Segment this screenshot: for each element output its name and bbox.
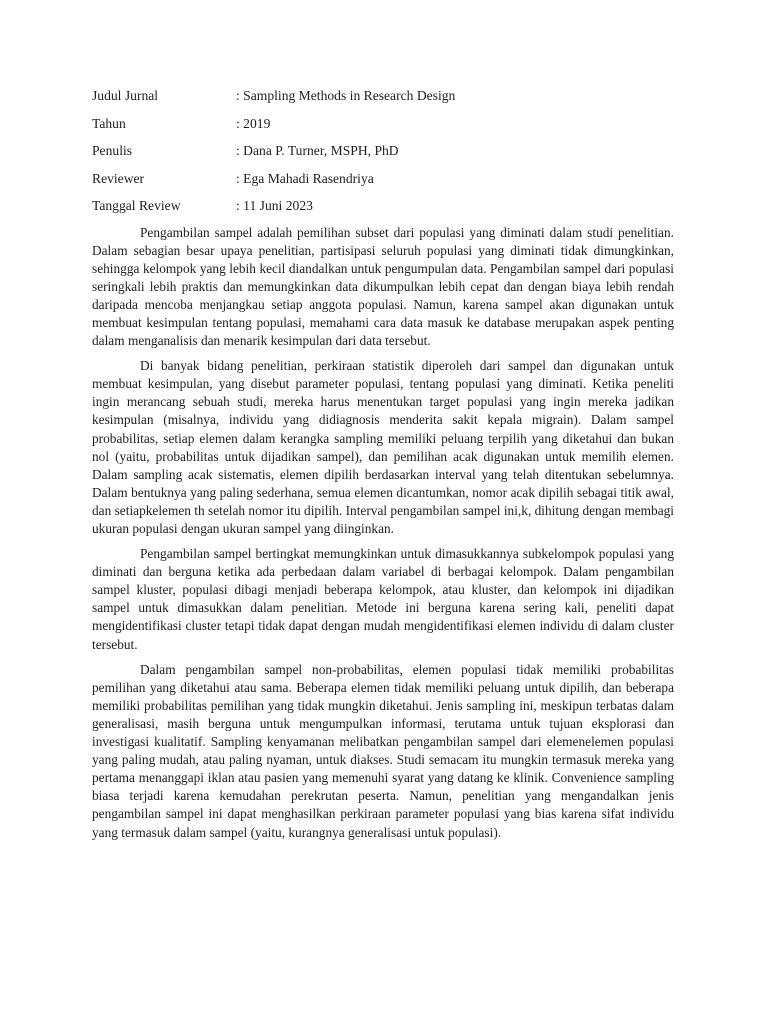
meta-label: Reviewer	[92, 170, 145, 186]
meta-row-review-date	[92, 196, 674, 224]
meta-value: : Dana P. Turner, MSPH, PhD	[236, 143, 399, 158]
meta-row-reviewer	[92, 169, 674, 197]
meta-row-author	[92, 141, 674, 169]
meta-value: : Ega Mahadi Rasendriya	[236, 170, 374, 186]
body-paragraph: Pengambilan sampel bertingkat memungkinkan untuk dimasukkannya subkelompok populasi yang diminati dan berguna ketika ada perbedaan dalam variabel di berbagai kelompok. Dalam pengambilan sampel kluster, populasi dibagi menjadi beberapa kelompok, atau kluster, dan kelompok ini dijadikan sampel untuk dimasukkan dalam penelitian. Metode ini berguna karena sering kali, peneliti dapat mengidentifikasi cluster tetapi tidak dapat dengan mudah mengidentifikasi elemen individu di dalam cluster tersebut.	[92, 546, 674, 652]
journal-metadata	[92, 86, 674, 224]
body-paragraph: Dalam pengambilan sampel non-probabilitas, elemen populasi tidak memiliki probabilitas pemilihan yang diketahui atau sama. Beberapa elemen tidak memiliki peluang untuk dipilih, dan beberapa memiliki probabilitas pemilihan yang tidak mungkin diketahui. Jenis sampling ini, meskipun terbatas dalam generalisasi, masih berguna untuk mengumpulkan informasi, terutama untuk tujuan eksplorasi dan investigasi kualitatif. Sampling kenyamanan melibatkan pengambilan sampel dari elemenelemen populasi yang paling mudah, atau paling nyaman, untuk diakses. Studi semacam itu mungkin termasuk mereka yang pertama menanggapi iklan atau pasien yang memenuhi syarat yang datang ke klinik. Convenience sampling biasa terjadi karena kemudahan perekrutan peserta. Namun, penelitian yang mengandalkan jenis pengambilan sampel ini dapat menghasilkan perkiraan parameter populasi yang bias karena sifat individu yang termasuk dalam sampel (yaitu, kurangnya generalisasi untuk populasi).	[92, 661, 674, 840]
meta-label: Penulis	[92, 143, 133, 158]
meta-row-title	[92, 86, 674, 114]
document-page	[92, 86, 674, 849]
meta-label: Tahun	[92, 115, 126, 131]
meta-value: : Sampling Methods in Research Design	[236, 88, 456, 103]
meta-row-year	[92, 114, 674, 142]
meta-value: : 11 Juni 2023	[236, 198, 313, 213]
meta-value: : 2019	[236, 115, 271, 131]
meta-label: Tanggal Review	[92, 198, 181, 213]
document-body	[92, 224, 674, 842]
meta-label: Judul Jurnal	[92, 88, 159, 103]
body-paragraph: Di banyak bidang penelitian, perkiraan statistik diperoleh dari sampel dan digunakan untuk membuat kesimpulan, yang disebut parameter populasi, tentang populasi yang diminati. Ketika peneliti ingin merancang sebuah studi, mereka harus menentukan target populasi yang ingin mereka jadikan kesimpulan (misalnya, individu yang didiagnosis menderita sakit kepala migrain). Dalam sampel probabilitas, setiap elemen dalam kerangka sampling memiliki peluang terpilih yang diketahui dan bukan nol (yaitu, probabilitas untuk dijadikan sampel), dan pemilihan acak digunakan untuk memilih elemen. Dalam sampling acak sistematis, elemen dipilih berdasarkan interval yang telah ditentukan sebelumnya. Dalam bentuknya yang paling sederhana, semua elemen dicantumkan, nomor acak dipilih sebagai titik awal, dan setiapkelemen th setelah nomor itu dipilih. Interval pengambilan sampel ini,k, dihitung dengan membagi ukuran populasi dengan ukuran sampel yang diinginkan.	[92, 358, 674, 536]
body-paragraph: Pengambilan sampel adalah pemilihan subset dari populasi yang diminati dalam studi penelitian. Dalam sebagian besar upaya penelitian, partisipasi seluruh populasi yang diminati tidak dimungkinkan, sehingga kelompok yang lebih kecil diandalkan untuk pengumpulan data. Pengambilan sampel dari populasi seringkali lebih praktis dan memungkinkan data dikumpulkan lebih cepat dan dengan biaya lebih rendah daripada mencoba menjangkau setiap anggota populasi. Namun, karena sampel akan digunakan untuk membuat kesimpulan tentang populasi, memahami cara data masuk ke database merupakan aspek penting dalam menganalisis dan menarik kesimpulan dari data tersebut.	[92, 224, 674, 349]
